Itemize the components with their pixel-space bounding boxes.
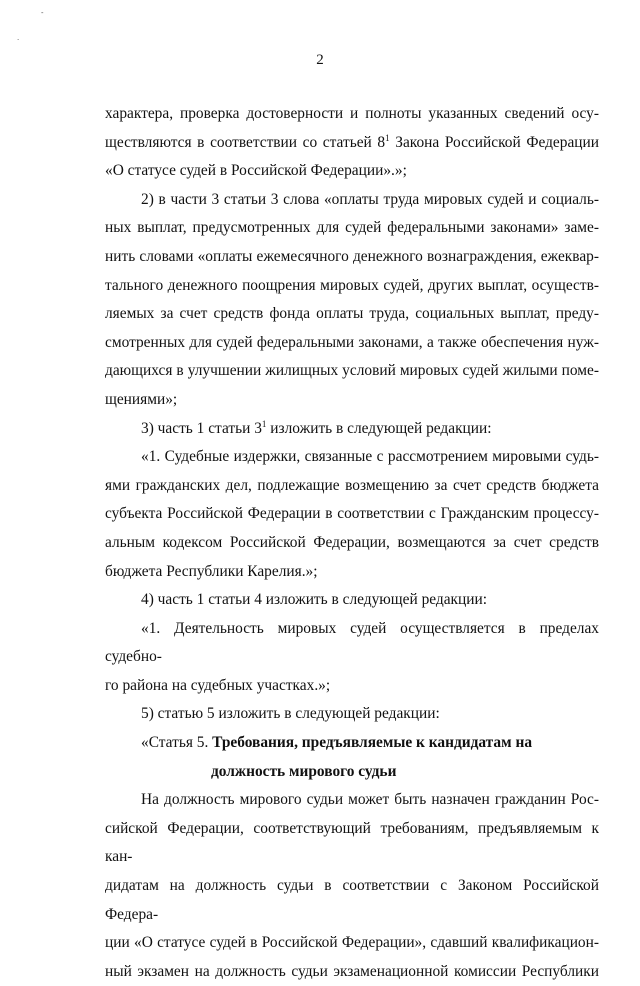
text-fragment: Закона Российской Федерации [389,133,599,151]
text-fragment: 3) часть 1 статьи 3 [141,419,262,437]
text-line: ями гражданских дел, подлежащие возмещению за счет средств бюджета [105,476,599,494]
text-line: ции «О статусе судей в Российской Федерации», сдавший квалификацион- [105,934,599,952]
text-line [105,129,599,158]
text-line: дающихся в улучшении жилищных условий мировых судей жилыми поме- [105,362,599,380]
scan-mark: - [41,9,44,17]
document-body [105,100,599,986]
paragraph-item-2 [105,186,599,415]
text-line: ляемых за счет средств фонда оплаты труда, социальных выплат, преду- [105,305,599,323]
article-title: Требования, предъявляемые к кандидатам на [212,734,533,752]
text-line: 2) в части 3 статьи 3 слова «оплаты труда мировых судей и социаль- [141,190,599,208]
superscript: 1 [261,418,267,429]
text-line: ных выплат, предусмотренных для судей федеральными законами» заме- [105,219,599,237]
article-title-continued: должность мирового судьи [211,762,397,780]
paragraph-quote-2 [105,615,599,701]
article-number: «Статья 5. [141,734,213,752]
text-line: характера, проверка достоверности и полноты указанных сведений осу- [105,105,599,122]
text-line: На должность мирового судьи может быть назначен гражданин Рос- [141,791,599,809]
article-heading [105,729,599,786]
text-line: тального денежного поощрения мировых судей, других выплат, осуществ- [105,276,599,294]
paragraph-quote-1 [105,443,599,586]
text-line: бюджета Республики Карелия.»; [105,562,318,580]
text-line: ный экзамен на должность судьи экзаменационной комиссии Республики [105,962,599,980]
text-line: смотренных для судей федеральными законами, а также обеспечения нуж- [105,333,599,351]
page-number: 2 [316,52,324,68]
text-line: дидатам на должность судьи в соответствии с Законом Российской Федера- [105,877,599,923]
text-line: щениями»; [105,390,178,408]
paragraph-article-text [105,786,599,986]
text-line: го района на судебных участках.»; [105,676,331,694]
text-line: сийской Федерации, соответствующий требованиям, предъявляемым к кан- [105,819,599,866]
scan-mark: . [17,34,20,42]
text-fragment: изложить в следующей редакции: [266,419,492,437]
heading-line [105,729,599,758]
paragraph-item-5: 5) статью 5 изложить в следующей редакции: [141,705,440,723]
text-line: нить словами «оплаты ежемесячного денежного вознаграждения, ежеквар- [105,247,599,265]
paragraph-continuation [105,100,599,186]
paragraph-item-3 [105,415,599,444]
text-line: субъекта Российской Федерации в соответствии с Гражданским процессу- [105,505,599,523]
text-line: «О статусе судей в Российской Федерации».»; [105,162,407,180]
text-line: альным кодексом Российской Федерации, возмещаются за счет средств [105,533,599,551]
paragraph-item-4: 4) часть 1 статьи 4 изложить в следующей редакции: [141,591,488,609]
text-fragment: ществляются в соответствии со статьей 8 [105,133,386,151]
text-line: «1. Деятельность мировых судей осуществляется в пределах судебно- [105,619,599,666]
text-line: «1. Судебные издержки, связанные с рассмотрением мировыми судь- [141,448,599,466]
superscript: 1 [385,132,390,143]
